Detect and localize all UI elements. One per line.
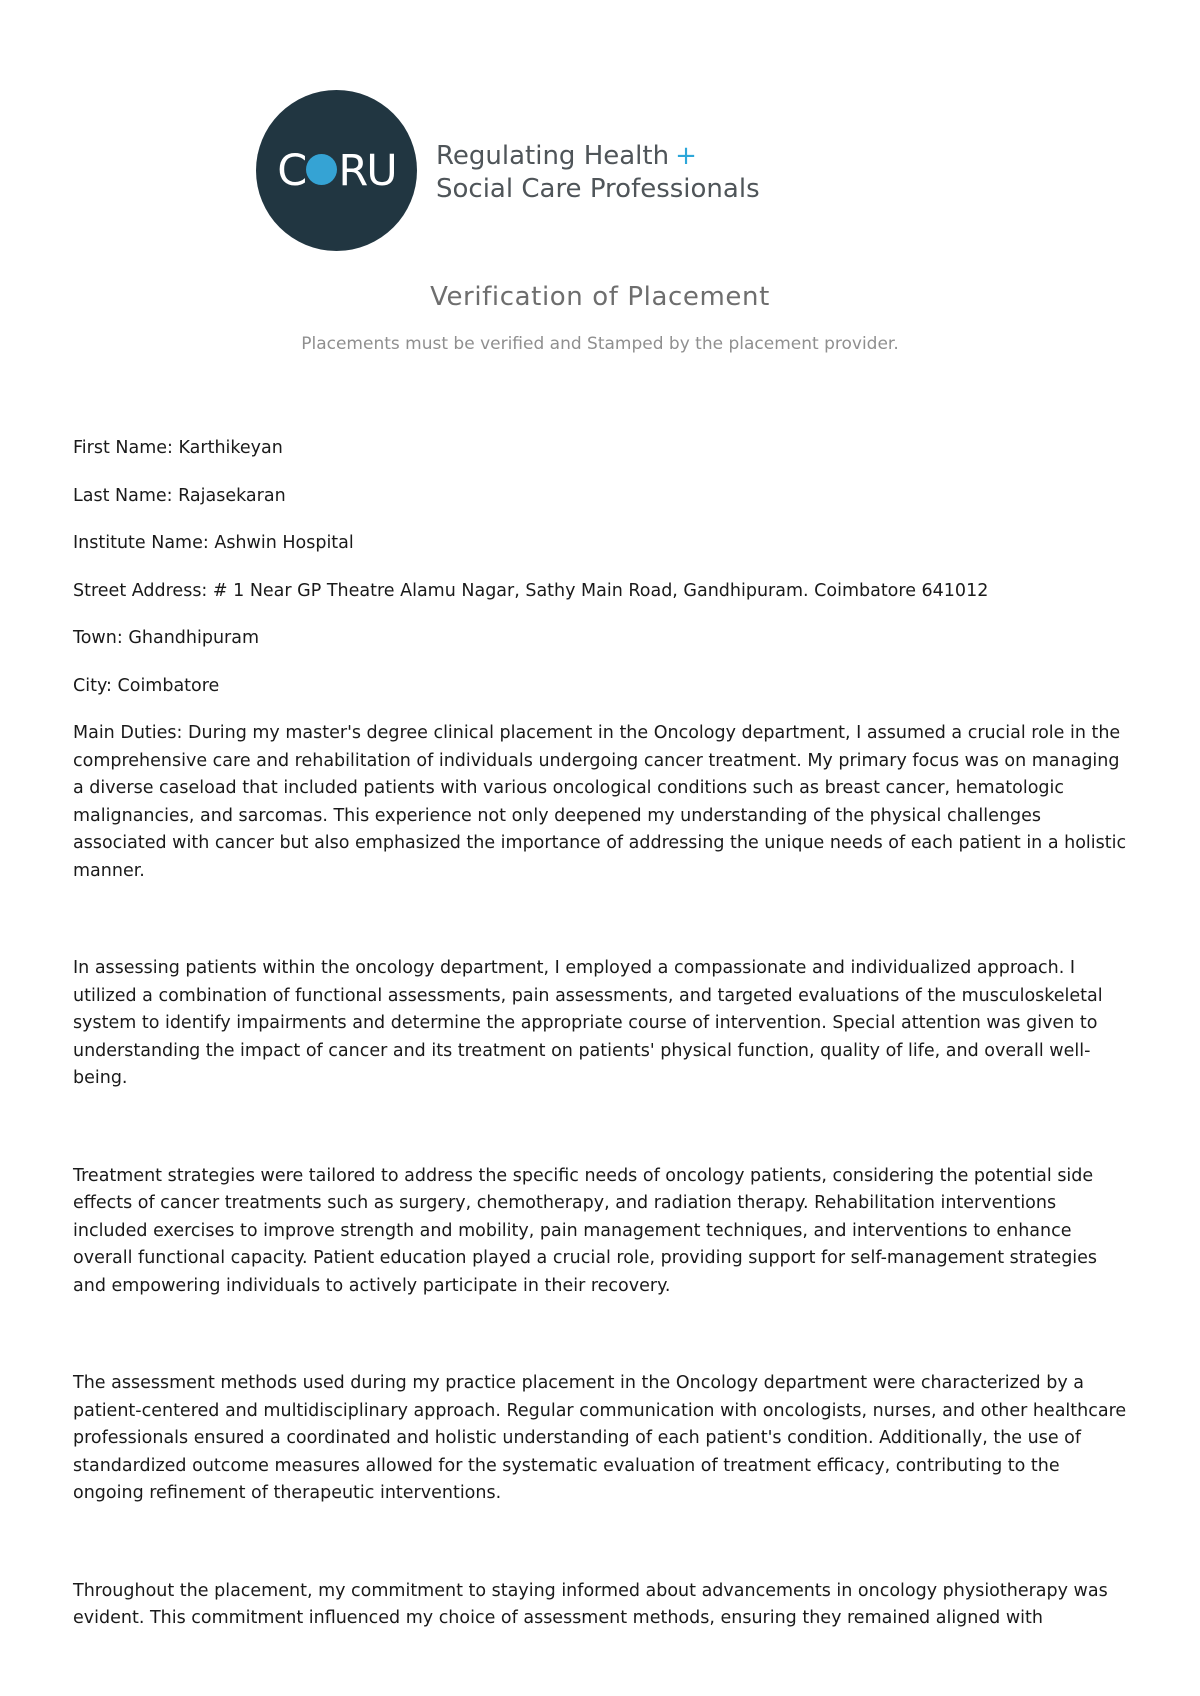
field-label: Last Name: (73, 485, 173, 506)
field-value: Rajasekaran (178, 485, 286, 506)
logo-tagline (436, 140, 760, 206)
form-content (73, 435, 1133, 1633)
field-label: Street Address: (73, 580, 208, 601)
logo-dot-icon (306, 154, 337, 185)
field-value: Ashwin Hospital (214, 533, 354, 553)
coru-logo (256, 90, 796, 252)
paragraph-text: During my master's degree clinical placement in the Oncology department, I assumed a crucial role in the comprehensive care and rehabilitation of individuals undergoing cancer treatment. My primary focus was on managing a diverse caseload that included patients with various oncological conditions such as breast cancer, hematologic malignancies, and sarcomas. This experience not only deepened my understanding of the physical challenges associated with cancer but also emphasized the importance of addressing the unique needs of each patient in a holistic manner. (73, 723, 1127, 881)
field-value: Karthikeyan (178, 438, 283, 458)
field-value: # 1 Near GP Theatre Alamu Nagar, Sathy Main Road, Gandhipuram. Coimbatore 641012 (212, 580, 989, 601)
field-label: Town: (73, 628, 123, 648)
main-duties-paragraph (73, 720, 1133, 885)
field-label: City: (73, 675, 112, 696)
tagline-plus-icon: + (675, 141, 697, 171)
field-institute-name (73, 530, 1133, 558)
assessment-paragraph: In assessing patients within the oncology department, I employed a compassionate and individualized approach. I utilized a combination of functional assessments, pain assessments, and targeted evaluations of the musculoskeletal system to identify impairments and determine the appropriate course of intervention. Special attention was given to understanding the impact of cancer and its treatment on patients' physical function, quality of life, and overall well-being. (73, 958, 1103, 1088)
treatment-paragraph: Treatment strategies were tailored to address the specific needs of oncology patients, considering the potential side effects of cancer treatments such as surgery, chemotherapy, and radiation therapy. Rehabilitation interventions included exercises to improve strength and mobility, pain management techniques, and interventions to enhance overall functional capacity. Patient education played a crucial role, providing support for self-management strategies and empowering individuals to actively participate in their recovery. (73, 1165, 1098, 1296)
field-city (73, 673, 1133, 701)
field-first-name (73, 435, 1133, 463)
field-label: Institute Name: (73, 533, 209, 553)
field-value: Ghandhipuram (128, 628, 260, 648)
tagline-line-1: Regulating Health (436, 141, 670, 171)
field-town (73, 625, 1133, 653)
page-title: Verification of Placement (430, 282, 770, 312)
logo-wordmark: C RU (277, 145, 396, 196)
main-duties-label: Main Duties: (73, 723, 183, 743)
page-subtitle: Placements must be verified and Stamped by the placement provider. (301, 334, 899, 354)
commitment-paragraph: Throughout the placement, my commitment to staying informed about advancements in oncology physiotherapy was evident. This commitment influenced my choice of assessment methods, ensuring they remained aligned with (73, 1580, 1108, 1628)
field-label: First Name: (73, 438, 173, 458)
assessment-methods-paragraph: The assessment methods used during my practice placement in the Oncology department were characterized by a patient-centered and multidisciplinary approach. Regular communication with oncologists, nurses, and other healthcare professionals ensured a coordinated and holistic understanding of each patient's condition. Additionally, the use of standardized outcome measures allowed for the systematic evaluation of treatment efficacy, contributing to the ongoing refinement of therapeutic interventions. (73, 1373, 1127, 1503)
field-value: Coimbatore (117, 675, 220, 696)
field-last-name (73, 483, 1133, 511)
field-street-address (73, 578, 1133, 606)
tagline-line-2: Social Care Professionals (436, 174, 760, 204)
